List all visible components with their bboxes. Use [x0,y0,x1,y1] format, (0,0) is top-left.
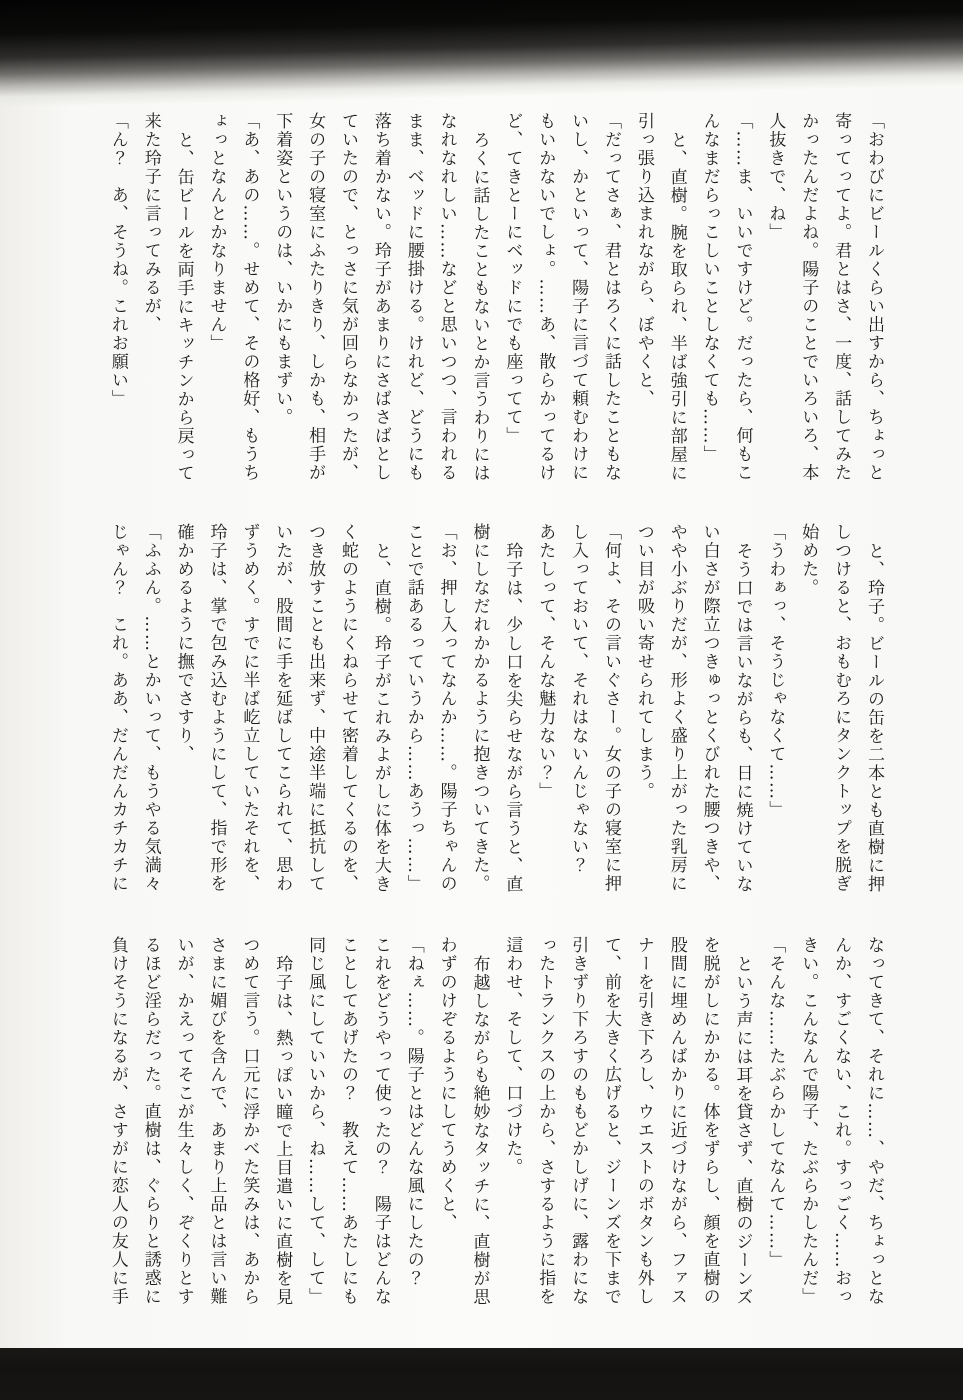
text-column: 「おわびにビールくらい出すから、ちょっと [864,112,884,482]
text-column: 寄ってってよ。君とはさ、一度、話してみた [831,112,852,482]
text-column: 「ん？ あ、そうね。これお願い」 [107,112,128,408]
text-column: 玲子は、熱っぽい瞳で上目遣いに直樹を見 [272,954,293,1306]
text-column: い白さが際立つきゅっとくびれた腰つきや、 [699,523,720,893]
text-column: 「そんな……たぶらかしてなんて……」 [765,936,786,1269]
text-column: そう口では言いながらも、日に焼けていな [732,541,753,893]
text-column: 「だってさぁ、君とはろくに話したこともな [601,112,621,482]
text-column: 「何よ、その言いぐさー。女の子の寝室に押 [601,523,621,893]
text-column: なってきて、それに……、やだ、ちょっとな [864,936,884,1306]
text-column: と、缶ビールを両手にキッチンから戻って [173,130,194,482]
text-column: いし、かといって、陽子に言づて頼むわけに [568,112,589,482]
text-band-middle [101,523,890,895]
text-column: く蛇のようにくねらせて密着してくるのを、 [338,523,358,893]
text-column: 確かめるように撫でさすり、 [173,523,194,764]
text-column: 引きずり下ろすのももどかしげに、露わにな [568,936,589,1306]
text-column: るほど淫らだった。直樹は、ぐらりと誘惑に [140,936,161,1306]
text-column: 玲子は、少し口を尖らせながら言うと、直 [502,541,523,893]
text-column: わずのけぞるようにしてうめくと、 [436,936,457,1232]
text-column: つめて言う。口元に浮かべた笑みは、あから [239,936,260,1306]
text-column: 股間に埋めんばかりに近づけながら、ファス [666,936,687,1306]
text-column: を脱がしにかかる。体をずらし、顔を直樹の [699,936,720,1306]
text-column: もいかないでしょ。……あ、散らかってるけ [535,112,556,482]
text-column: ど、てきとーにベッドにでも座ってて」 [502,112,523,445]
text-column: んなまだらっこしいことしなくても……」 [699,112,720,464]
text-column: 「うわぁっ、そうじゃなくて……」 [765,523,786,819]
text-column: ょっとなんとかなりません」 [206,112,227,353]
scan-bar-bottom [0,1348,963,1400]
text-column: 這わせ、そして、口づけた。 [502,936,523,1177]
text-column: と、直樹。玲子がこれみよがしに体を大き [370,541,391,893]
text-column: じゃん？ これ。ああ、だんだんカチカチに [107,523,128,893]
text-column: 始めた。 [798,523,819,597]
text-column: 「ねぇ……。陽子とはどんな風にしたの？ [403,936,424,1288]
scan-gradient-top [0,0,963,112]
text-column: いが、かえってそこが生々しく、ぞくりとす [173,936,194,1306]
text-column: 布越しながらも絶妙なタッチに、直樹が思 [469,954,490,1306]
text-column: かったんだよね。陽子のことでいろいろ、本 [798,112,819,482]
text-column: し入っておいて、それはないんじゃない？ [568,523,589,875]
text-column: さまに媚びを含んで、あまり上品とは言い難 [206,936,227,1306]
text-column: しつけると、おもむろにタンクトップを脱ぎ [831,523,852,893]
text-column: ったトランクスの上から、さするように指を [535,936,556,1306]
text-column: 引っ張り込まれながら、ぼやくと、 [633,112,654,408]
text-column: 樹にしなだれかかるように抱きついてきた。 [469,523,490,893]
text-column: 人抜きで、ね」 [765,112,786,242]
text-column: 負けそうになるが、さすがに恋人の友人に手 [107,936,128,1306]
text-column: ろくに話したこともないとか言うわりには [469,130,490,482]
text-column: あたしって、そんな魅力ない？」 [535,523,556,801]
text-column: 落ち着かない。玲子があまりにさばさばとし [370,112,391,482]
text-column: 女の子の寝室にふたりきり、しかも、相手が [305,112,326,482]
text-column: 下着姿というのは、いかにもまずい。 [272,112,293,427]
text-column: きい。こんなんで陽子、たぶらかしたんだ」 [798,936,819,1306]
text-column: つき放すことも出来ず、中途半端に抵抗して [305,523,326,893]
text-column: つい目が吸い寄せられてしまう。 [633,523,654,801]
text-column: て、前を大きく広げると、ジーンズを下まで [601,936,621,1306]
text-band-top [101,112,890,484]
text-column: という声には耳を貸さず、直樹のジーンズ [732,954,753,1306]
text-column: 「あ、あの……。せめて、その格好、もうち [239,112,260,482]
text-column: いたが、股間に手を延ばしてこられて、思わ [272,523,293,893]
text-column: 「お、押し入ってなんか……。陽子ちゃんの [436,523,457,893]
text-column: やや小ぶりだが、形よく盛り上がった乳房に [666,523,687,893]
text-column: これをどうやって使ったの？ 陽子はどんな [370,936,391,1306]
text-band-bottom [101,936,890,1308]
text-column: と、直樹。腕を取られ、半ば強引に部屋に [666,130,687,482]
text-column: 来た玲子に言ってみるが、 [140,112,161,334]
text-column: んか、すごくない、これ。すっごく……おっ [831,936,852,1306]
text-column: と、玲子。ビールの缶を二本とも直樹に押 [864,541,884,893]
text-column: ナーを引き下ろし、ウエストのボタンも外し [633,936,654,1306]
text-column: 「……ま、いいですけど。だったら、何もこ [732,112,753,482]
text-column: 同じ風にしていいから、ね……して、して」 [305,936,326,1306]
text-column: 「ふふん。……とかいって、もうやる気満々 [140,523,161,893]
text-column: なれなれしい……などと思いつつ、言われる [436,112,457,482]
text-column: ことしてあげたの？ 教えて……あたしにも [338,936,358,1306]
text-column: ずうめく。すでに半ば屹立していたそれを、 [239,523,260,893]
text-column: まま、ベッドに腰掛ける。けれど、どうにも [403,112,424,482]
text-column: ていたので、とっさに気が回らなかったが、 [338,112,358,482]
text-column: ことで話あるっていうから……あうっ……」 [403,523,424,893]
text-column: 玲子は、掌で包み込むようにして、指で形を [206,523,227,893]
